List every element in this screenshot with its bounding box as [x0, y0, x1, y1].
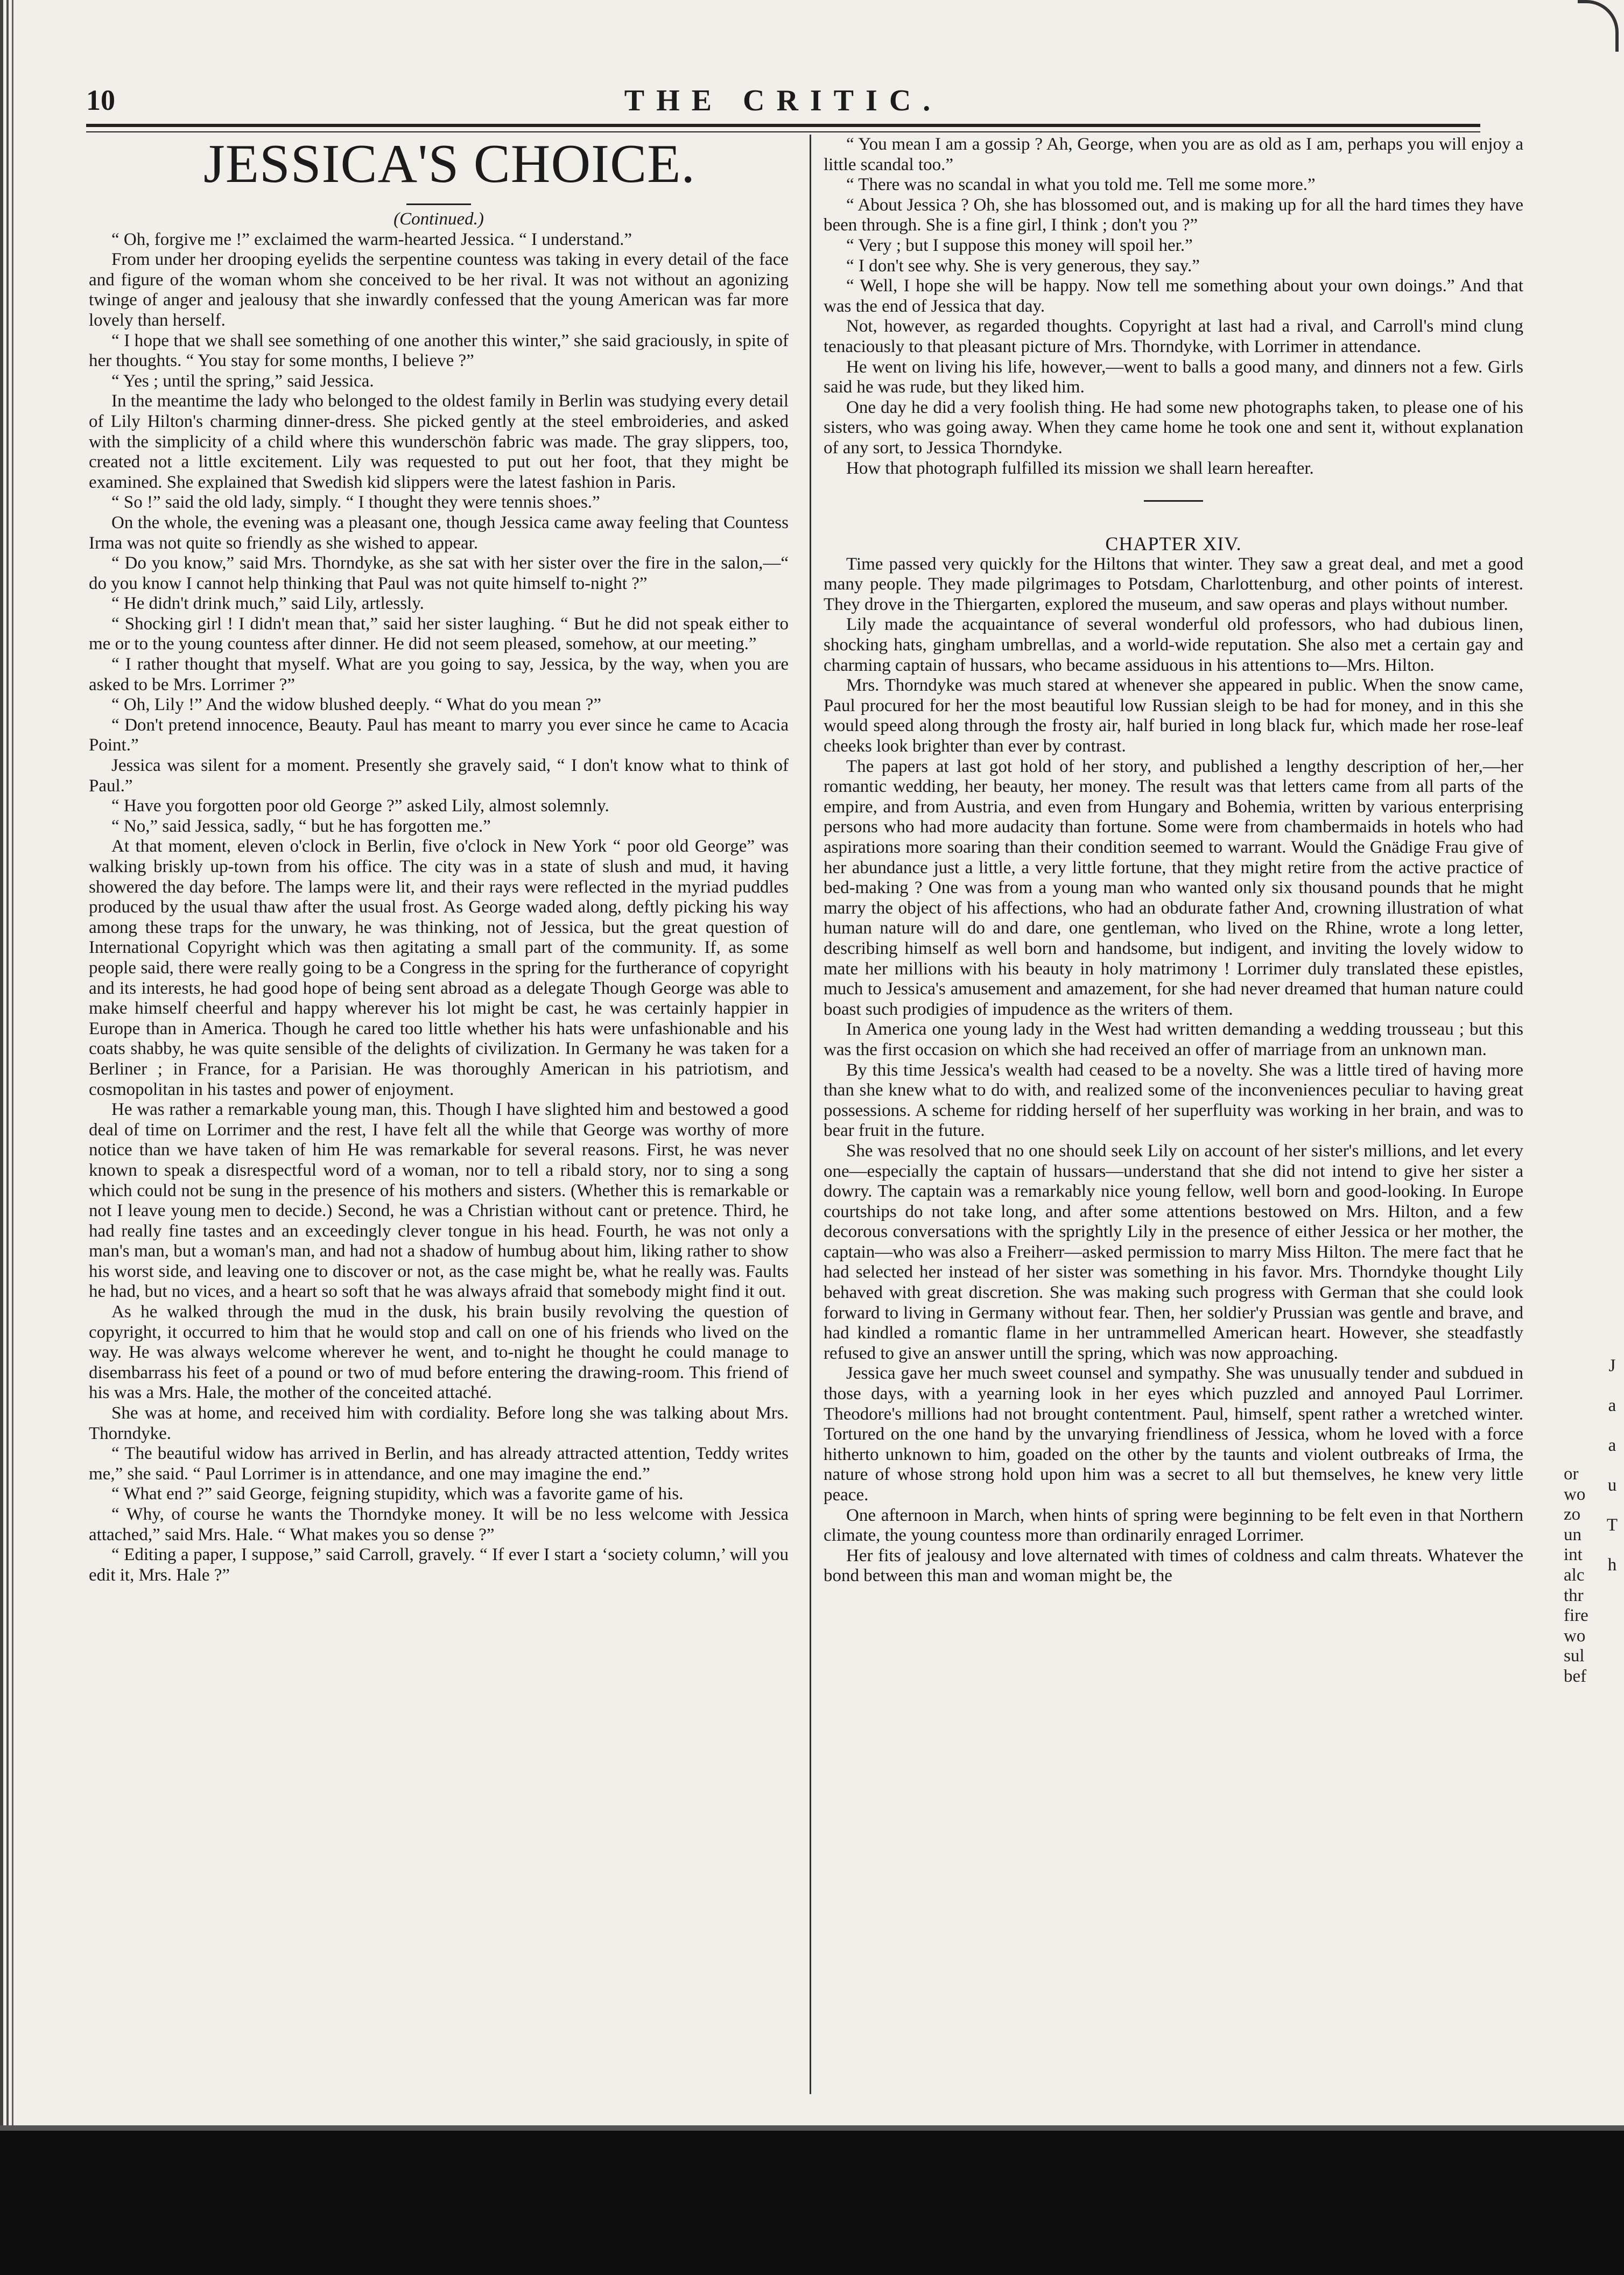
- paragraph: As he walked through the mud in the dusk, his brain busily revolving the question of copyright, it occurred to him that he would stop and call on one of his friends who lived on the way. He was always welcome wherever he went, and to-night he thought he could manage to disembarrass his feet of a pound or two of mud before entering the drawing-room. This friend of his was a Mrs. Hale, the mother of the conceited attaché.: [89, 1302, 789, 1403]
- paragraph: The papers at last got hold of her story, and published a lengthy description of her,—her romantic wedding, her beauty, her money. The result was that letters came from all parts of the empire, and from Austria, and even from Hungary and Bohemia, written by various enterprising persons who had more audacity than fortune. Some were from chambermaids in hotels who had aspirations more soaring than their condition seemed to warrant. Would the Gnädige Frau give of her abundance just a little, a very little fortune, that they might retire from the active practice of bed-making ? One was from a young man who wanted only six thousand pounds that he might marry the object of his affections, who had an obdurate father And, crowning illustration of what human nature will do and dare, one gentleman, who lived on the Rhine, wrote a long letter, describing himself as well born and handsome, but indigent, and inviting the lovely widow to mate her millions with his beauty in holy matrimony ! Lorrimer duly translated these epistles, much to Jessica's amusement and amazement, for she had never dreamed that human nature could boast such prodigies of impudence as the writers of them.: [824, 756, 1523, 1019]
- margin-fragment: thr: [1564, 1585, 1584, 1605]
- paragraph: She was resolved that no one should seek Lily on account of her sister's millions, and let every one—especially the captain of hussars—understand that she did not intend to give her sister a dowry. The captain was a remarkably nice young fellow, well born and good-looking. In Europe courtships do not take long, and after some attentions bestowed on Mrs. Hilton, and a few decorous conversations with the sprightly Lily in the presence of either Jessica or her mother, the captain—who was also a Freiherr—asked permission to marry Miss Hilton. The mere fact that he had selected her instead of her sister was something in his favor. Mrs. Thorndyke thought Lily behaved with great discretion. She was making such progress with German that she could look forward to living in Germany without fear. Then, her soldier'y Prussian was gentle and brave, and had kindled a romantic flame in her untrammelled American heart. However, she steadfastly refused to give an answer untill the spring, which was now approaching.: [824, 1141, 1523, 1363]
- story-title: JESSICA'S CHOICE.: [203, 134, 695, 194]
- paragraph: In America one young lady in the West had written demanding a wedding trousseau ; but this was the first occasion on which she had received an offer of marriage from an unknown man.: [824, 1020, 1523, 1059]
- story-subtitle: (Continued.): [393, 209, 484, 229]
- paragraph: One afternoon in March, when hints of spring were beginning to be felt even in that Northern climate, the young countess more than ordinarily enraged Lorrimer.: [824, 1505, 1523, 1546]
- margin-letter: T: [1606, 1515, 1618, 1535]
- margin-fragment: wo: [1564, 1484, 1586, 1504]
- paragraph: “ Don't pretend innocence, Beauty. Paul has meant to marry you ever since he came to Acacia Point.”: [89, 715, 789, 755]
- paragraph: “ So !” said the old lady, simply. “ I thought they were tennis shoes.”: [111, 493, 600, 512]
- paragraph: From under her drooping eyelids the serpentine countess was taking in every detail of the face and figure of the woman whom she conceived to be her rival. It was not without an agonizing twinge of anger and jealousy that she inwardly confessed that the young American was far more lovely than herself.: [89, 250, 789, 330]
- paragraph: “ There was no scandal in what you told me. Tell me some more.”: [846, 175, 1316, 195]
- margin-letter: a: [1608, 1436, 1616, 1455]
- chapter-heading: CHAPTER XIV.: [1105, 533, 1242, 555]
- paragraph: “ Yes ; until the spring,” said Jessica.: [111, 371, 374, 391]
- margin-letter: a: [1608, 1396, 1616, 1415]
- paragraph: “ No,” said Jessica, sadly, “ but he has forgotten me.”: [111, 816, 491, 836]
- paragraph: Lily made the acquaintance of several wonderful old professors, who had dubious linen, shocking hats, gingham umbrellas, and a world-wide reputation. She also met a certain gay and charming captain of hussars, who became assiduous in his attentions to—Mrs. Hilton.: [824, 615, 1523, 675]
- paragraph: He was rather a remarkable young man, this. Though I have slighted him and bestowed a good deal of time on Lorrimer and the rest, I have felt all the while that George was worthy of more notice than we have taken of him He was remarkable for several reasons. First, he was never known to speak a disrespectful word of a woman, nor to tell a ribald story, nor to sing a song which could not be sung in the presence of his mothers and sisters. (Whether this is remarkable or not I leave young men to decide.) Second, he was a Christian without cant or pretence. Third, he had really fine tastes and an exceedingly clever tongue in his head. Fourth, he was not only a man's man, but a woman's man, and had not a shadow of humbug about him, liking rather to show his worst side, and leaving one to discover or not, as the case might be, what he really was. Faults he had, but no vices, and a heart so soft that he was always afraid that somebody might find it out.: [89, 1100, 789, 1302]
- paragraph: Her fits of jealousy and love alternated with times of coldness and calm threats. Whatever the bond between this man and woman might be, the: [824, 1546, 1523, 1586]
- paragraph: “ Do you know,” said Mrs. Thorndyke, as she sat with her sister over the fire in the salon,—“ do you know I cannot help thinking that Paul was not quite himself to-night ?”: [89, 553, 789, 593]
- left-column-text: [89, 230, 789, 1586]
- margin-fragment: or: [1564, 1464, 1579, 1484]
- margin-fragment: wo: [1564, 1626, 1586, 1646]
- paragraph: “ Why, of course he wants the Thorndyke money. It will be no less welcome with Jessica attached,” said Mrs. Hale. “ What makes you so dense ?”: [89, 1505, 789, 1544]
- title-rule: [406, 203, 471, 205]
- right-column-text-before-chapter: [824, 135, 1523, 479]
- margin-fragment: un: [1564, 1525, 1581, 1544]
- paragraph: On the whole, the evening was a pleasant one, though Jessica came away feeling that Countess Irma was not quite so friendly as she wished to appear.: [89, 512, 789, 553]
- paragraph: In the meantime the lady who belonged to the oldest family in Berlin was studying every detail of Lily Hilton's charming dinner-dress. She picked gently at the steel embroideries, and asked with the simplicity of a child where this wunderschön fabric was made. The gray slippers, too, created not a little excitement. Lily was requested to put out her foot, that they might be examined. She explained that Swedish kid slippers were the latest fashion in Paris.: [89, 391, 789, 492]
- margin-fragment: zo: [1564, 1505, 1581, 1525]
- adjacent-page-fragments: [1564, 1464, 1623, 1687]
- paragraph: By this time Jessica's wealth had ceased to be a novelty. She was a little tired of having more than she knew what to do with, and realized some of the inconveniences peculiar to having great possessions. A scheme for ridding herself of her superfluity was working in her brain, and was to bear fruit in the future.: [824, 1060, 1523, 1141]
- margin-fragment: alc: [1564, 1565, 1585, 1585]
- paragraph: “ Oh, forgive me !” exclaimed the warm-hearted Jessica. “ I understand.”: [111, 229, 632, 249]
- paragraph: Jessica gave her much sweet counsel and sympathy. She was unusually tender and subdued in those days, with a yearning look in her eyes which puzzled and annoyed Paul Lorrimer. Theodore's millions had not brought contentment. Paul, himself, spent rather a wretched winter. Tortured on the one hand by the unvarying friendliness of Jessica, whom he loved with a force hitherto unknown to him, goaded on the other by the taunts and violent outbreaks of Irma, the nature of whose strong hold upon him was a secret to all but themselves, he knew very little peace.: [824, 1364, 1523, 1505]
- paragraph: He went on living his life, however,—went to balls a good many, and dinners not a few. Girls said he was rude, but they liked him.: [824, 357, 1523, 397]
- margin-letter: u: [1607, 1476, 1617, 1495]
- right-column-text-after-chapter: [824, 554, 1523, 1586]
- paragraph: One day he did a very foolish thing. He had some new photographs taken, to please one of his sisters, who was going away. When they came home he took one and sent it, without explanation of any sort, to Jessica Thorndyke.: [824, 397, 1523, 458]
- margin-fragment: fire: [1564, 1606, 1588, 1626]
- paragraph: Jessica was silent for a moment. Presently she gravely said, “ I don't know what to think of Paul.”: [89, 756, 789, 796]
- paragraph: Mrs. Thorndyke was much stared at whenever she appeared in public. When the snow came, Paul procured for her the most beautiful low Russian sleigh to be had for money, and in this she would speed along through the frosty air, half buried in long black fur, which made her rose-leaf cheeks look brighter than ever by contrast.: [824, 676, 1523, 756]
- scan-bottom-edge: [0, 2125, 1624, 2131]
- paragraph: “ Oh, Lily !” And the widow blushed deeply. “ What do you mean ?”: [111, 695, 602, 715]
- paragraph: “ I don't see why. She is very generous, they say.”: [846, 256, 1200, 276]
- paragraph: “ He didn't drink much,” said Lily, artlessly.: [111, 594, 424, 614]
- paragraph: She was at home, and received him with cordiality. Before long she was talking about Mrs. Thorndyke.: [89, 1403, 789, 1443]
- page-binding-edge: [0, 0, 18, 2132]
- page-header: [86, 83, 1480, 116]
- paragraph: How that photograph fulfilled its mission we shall learn hereafter.: [846, 458, 1314, 478]
- margin-fragment: bef: [1564, 1666, 1587, 1686]
- scan-bottom-border: [0, 2131, 1624, 2275]
- column-divider: [810, 135, 811, 2094]
- journal-title: THE CRITIC.: [624, 84, 943, 117]
- section-rule: [1144, 500, 1203, 502]
- paragraph: “ What end ?” said George, feigning stupidity, which was a favorite game of his.: [111, 1484, 684, 1504]
- paragraph: “ Have you forgotten poor old George ?” asked Lily, almost solemnly.: [111, 796, 609, 816]
- paragraph: “ You mean I am a gossip ? Ah, George, when you are as old as I am, perhaps you will enjoy a little scandal too.”: [824, 135, 1523, 174]
- paragraph: At that moment, eleven o'clock in Berlin, five o'clock in New York “ poor old George” was walking briskly up-town from his office. The city was in a state of slush and mud, it having showered the day before. The lamps were lit, and their rays were reflected in the myriad puddles produced by the usual thaw after the usual frost. As George waded along, deftly picking his way among these traps for the unwary, he was thinking, not of Jessica, but the great question of International Copyright which was then agitating a small part of the community. If, as some people said, there were really going to be a Congress in the spring for the furtherance of copyright and its interests, he had good hope of being sent abroad as a delegate Though George was able to make himself cheerful and happy wherever his lot might be cast, he was certainly happier in Europe than in America. Though he cared too little whether his hats were unfashionable and his coats shabby, he was quite sensible of the delights of civilization. In Germany he was taken for a Berliner ; in France, for a Parisian. He was thoroughly American in his patriotism, and cosmopolitan in his tastes and power of enjoyment.: [89, 837, 789, 1099]
- paragraph: Not, however, as regarded thoughts. Copyright at last had a rival, and Carroll's mind clung tenaciously to that pleasant picture of Mrs. Thorndyke, with Lorrimer in attendance.: [824, 317, 1523, 356]
- paragraph: “ Well, I hope she will be happy. Now tell me something about your own doings.” And that was the end of Jessica that day.: [824, 276, 1523, 316]
- page-corner-curl: [1578, 0, 1619, 52]
- left-column: [89, 135, 789, 1585]
- paragraph: “ I rather thought that myself. What are you going to say, Jessica, by the way, when you are asked to be Mrs. Lorrimer ?”: [89, 655, 789, 694]
- paragraph: “ Very ; but I suppose this money will spoil her.”: [846, 235, 1193, 255]
- paragraph: “ Editing a paper, I suppose,” said Carroll, gravely. “ If ever I start a ‘society column,’ will you edit it, Mrs. Hale ?”: [89, 1545, 789, 1585]
- margin-letter: h: [1607, 1555, 1617, 1575]
- margin-letter: J: [1608, 1356, 1616, 1375]
- margin-fragment: int: [1564, 1545, 1583, 1565]
- margin-fragment: sul: [1564, 1646, 1585, 1666]
- paragraph: “ About Jessica ? Oh, she has blossomed out, and is making up for all the hard times they have been through. She is a fine girl, I think ; don't you ?”: [824, 195, 1523, 235]
- paragraph: Time passed very quickly for the Hiltons that winter. They saw a great deal, and met a good many people. They made pilgrimages to Potsdam, Charlottenburg, and other points of interest. They drove in the Thiergarten, explored the museum, and saw operas and plays without number.: [824, 554, 1523, 614]
- right-column: [824, 135, 1523, 1586]
- header-rule-thick: [86, 124, 1480, 127]
- paragraph: “ Shocking girl ! I didn't mean that,” said her sister laughing. “ But he did not speak either to me or to the young countess after dinner. He did not seem pleased, somehow, at our meeting.”: [89, 614, 789, 654]
- header-rule-thin: [86, 131, 1480, 132]
- paragraph: “ The beautiful widow has arrived in Berlin, and has already attracted attention, Teddy writes me,” she said. “ Paul Lorrimer is in attendance, and one may imagine the end.”: [89, 1444, 789, 1484]
- paragraph: “ I hope that we shall see something of one another this winter,” she said graciously, in spite of her thoughts. “ You stay for some months, I believe ?”: [89, 331, 789, 371]
- page-number: 10: [86, 84, 115, 116]
